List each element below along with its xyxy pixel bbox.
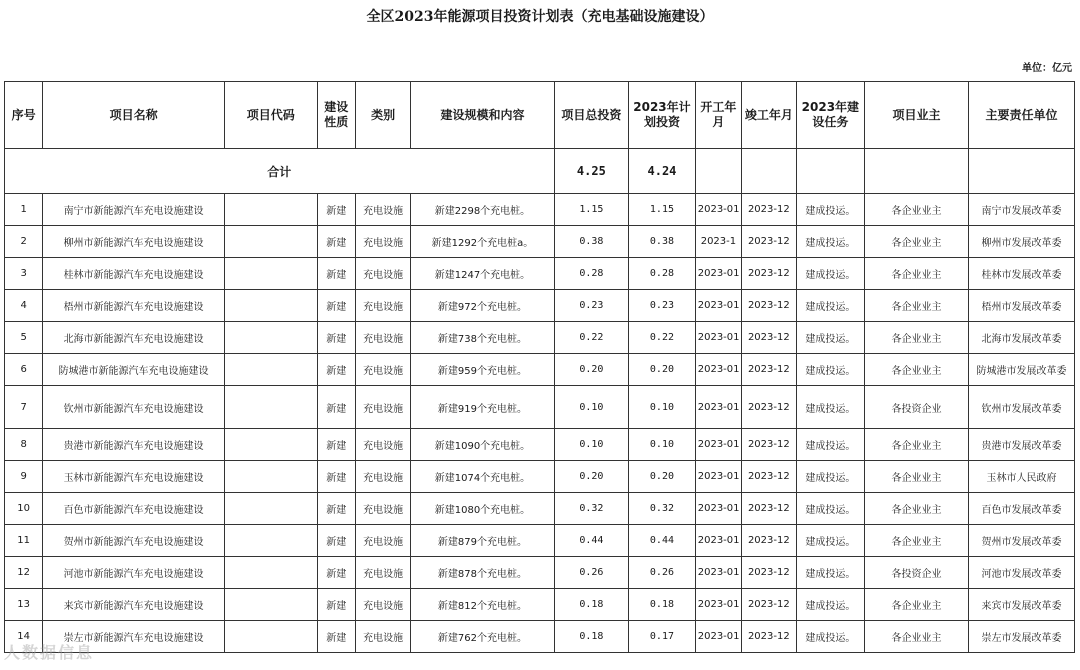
row-number: 9 [5,461,43,493]
construction-nature: 新建 [317,493,355,525]
project-code [224,557,317,589]
total-investment: 0.32 [554,493,629,525]
total-investment: 0.38 [554,226,629,258]
investment-plan-table [4,81,1075,653]
construction-scope: 新建1074个充电桩。 [411,461,554,493]
start-month: 2023-01 [695,621,741,653]
header-cell: 2023年计划投资 [629,82,696,149]
document-title: 全区2023年能源项目投资计划表（充电基础设施建设） [366,9,714,25]
construction-scope: 新建762个充电桩。 [411,621,554,653]
completion-month: 2023-12 [742,322,796,354]
category: 充电设施 [355,322,410,354]
project-owner: 各企业业主 [865,194,969,226]
plan-investment-2023: 0.10 [629,386,696,429]
task-2023: 建成投运。 [796,322,865,354]
project-owner: 各投资企业 [865,557,969,589]
construction-nature: 新建 [317,525,355,557]
construction-nature: 新建 [317,589,355,621]
table-row [5,461,1075,493]
construction-scope: 新建2298个充电桩。 [411,194,554,226]
start-month: 2023-01 [695,557,741,589]
task-2023: 建成投运。 [796,493,865,525]
completion-month: 2023-12 [742,290,796,322]
category: 充电设施 [355,354,410,386]
table-row [5,525,1075,557]
row-number: 13 [5,589,43,621]
empty-cell [742,149,796,194]
construction-scope: 新建738个充电桩。 [411,322,554,354]
construction-scope: 新建919个充电桩。 [411,386,554,429]
responsible-unit: 百色市发展改革委 [968,493,1074,525]
task-2023: 建成投运。 [796,290,865,322]
table-row [5,589,1075,621]
task-2023: 建成投运。 [796,258,865,290]
total-plan-2023: 4.24 [629,149,696,194]
construction-scope: 新建879个充电桩。 [411,525,554,557]
completion-month: 2023-12 [742,461,796,493]
row-number: 8 [5,429,43,461]
category: 充电设施 [355,258,410,290]
project-owner: 各企业业主 [865,258,969,290]
project-code [224,322,317,354]
row-number: 10 [5,493,43,525]
construction-nature: 新建 [317,258,355,290]
project-code [224,493,317,525]
construction-scope: 新建1090个充电桩。 [411,429,554,461]
project-owner: 各企业业主 [865,354,969,386]
start-month: 2023-01 [695,290,741,322]
project-code [224,461,317,493]
total-investment: 0.28 [554,258,629,290]
project-code [224,386,317,429]
header-cell: 主要责任单位 [968,82,1074,149]
total-investment: 0.20 [554,461,629,493]
row-number: 5 [5,322,43,354]
project-code [224,290,317,322]
construction-scope: 新建1292个充电桩a。 [411,226,554,258]
header-cell: 竣工年月 [742,82,796,149]
start-month: 2023-01 [695,354,741,386]
responsible-unit: 桂林市发展改革委 [968,258,1074,290]
project-code [224,258,317,290]
header-cell: 项目名称 [43,82,225,149]
total-investment: 0.10 [554,386,629,429]
plan-investment-2023: 0.22 [629,322,696,354]
project-name: 河池市新能源汽车充电设施建设 [43,557,225,589]
start-month: 2023-1 [695,226,741,258]
project-code [224,525,317,557]
table-row [5,354,1075,386]
total-investment: 0.23 [554,290,629,322]
project-name: 百色市新能源汽车充电设施建设 [43,493,225,525]
row-number: 1 [5,194,43,226]
row-number: 4 [5,290,43,322]
construction-nature: 新建 [317,621,355,653]
category: 充电设施 [355,557,410,589]
construction-scope: 新建878个充电桩。 [411,557,554,589]
construction-scope: 新建812个充电桩。 [411,589,554,621]
total-investment: 0.26 [554,557,629,589]
completion-month: 2023-12 [742,493,796,525]
construction-nature: 新建 [317,290,355,322]
plan-investment-2023: 0.38 [629,226,696,258]
row-number: 7 [5,386,43,429]
project-name: 桂林市新能源汽车充电设施建设 [43,258,225,290]
total-label: 合计 [5,149,555,194]
responsible-unit: 柳州市发展改革委 [968,226,1074,258]
category: 充电设施 [355,226,410,258]
row-number: 11 [5,525,43,557]
total-investment: 0.44 [554,525,629,557]
responsible-unit: 崇左市发展改革委 [968,621,1074,653]
project-name: 贵港市新能源汽车充电设施建设 [43,429,225,461]
watermark: 人数据信息 [4,643,95,662]
construction-nature: 新建 [317,226,355,258]
project-owner: 各企业业主 [865,589,969,621]
responsible-unit: 北海市发展改革委 [968,322,1074,354]
project-code [224,589,317,621]
empty-cell [796,149,865,194]
table-row [5,226,1075,258]
project-owner: 各投资企业 [865,386,969,429]
start-month: 2023-01 [695,386,741,429]
start-month: 2023-01 [695,322,741,354]
project-name: 贺州市新能源汽车充电设施建设 [43,525,225,557]
task-2023: 建成投运。 [796,621,865,653]
row-number: 2 [5,226,43,258]
header-cell: 2023年建设任务 [796,82,865,149]
completion-month: 2023-12 [742,525,796,557]
construction-nature: 新建 [317,194,355,226]
table-row [5,557,1075,589]
header-cell: 项目业主 [865,82,969,149]
start-month: 2023-01 [695,194,741,226]
task-2023: 建成投运。 [796,429,865,461]
task-2023: 建成投运。 [796,354,865,386]
project-name: 柳州市新能源汽车充电设施建设 [43,226,225,258]
category: 充电设施 [355,461,410,493]
project-name: 防城港市新能源汽车充电设施建设 [43,354,225,386]
plan-investment-2023: 0.44 [629,525,696,557]
row-number: 14 [5,621,43,653]
table-row [5,290,1075,322]
table-row [5,258,1075,290]
task-2023: 建成投运。 [796,194,865,226]
category: 充电设施 [355,429,410,461]
category: 充电设施 [355,493,410,525]
project-code [224,194,317,226]
plan-investment-2023: 0.18 [629,589,696,621]
header-cell: 序号 [5,82,43,149]
completion-month: 2023-12 [742,258,796,290]
plan-investment-2023: 0.28 [629,258,696,290]
row-number: 6 [5,354,43,386]
project-name: 北海市新能源汽车充电设施建设 [43,322,225,354]
project-code [224,621,317,653]
project-code [224,429,317,461]
completion-month: 2023-12 [742,354,796,386]
project-name: 玉林市新能源汽车充电设施建设 [43,461,225,493]
project-name: 崇左市新能源汽车充电设施建设 [43,621,225,653]
category: 充电设施 [355,621,410,653]
project-owner: 各企业业主 [865,290,969,322]
project-owner: 各企业业主 [865,621,969,653]
completion-month: 2023-12 [742,386,796,429]
table-row [5,429,1075,461]
plan-investment-2023: 0.17 [629,621,696,653]
project-name: 梧州市新能源汽车充电设施建设 [43,290,225,322]
construction-scope: 新建1247个充电桩。 [411,258,554,290]
responsible-unit: 贺州市发展改革委 [968,525,1074,557]
empty-cell [695,149,741,194]
total-investment: 0.20 [554,354,629,386]
responsible-unit: 梧州市发展改革委 [968,290,1074,322]
row-number: 3 [5,258,43,290]
header-cell: 项目总投资 [554,82,629,149]
header-cell: 项目代码 [224,82,317,149]
category: 充电设施 [355,525,410,557]
plan-investment-2023: 0.23 [629,290,696,322]
task-2023: 建成投运。 [796,461,865,493]
empty-cell [865,149,969,194]
total-investment: 1.15 [554,194,629,226]
table-row [5,621,1075,653]
task-2023: 建成投运。 [796,386,865,429]
header-cell: 建设规模和内容 [411,82,554,149]
total-investment: 4.25 [554,149,629,194]
plan-investment-2023: 0.20 [629,461,696,493]
category: 充电设施 [355,290,410,322]
project-owner: 各企业业主 [865,493,969,525]
total-row [5,149,1075,194]
header-cell: 开工年月 [695,82,741,149]
project-code [224,354,317,386]
task-2023: 建成投运。 [796,557,865,589]
construction-scope: 新建972个充电桩。 [411,290,554,322]
start-month: 2023-01 [695,525,741,557]
start-month: 2023-01 [695,258,741,290]
responsible-unit: 来宾市发展改革委 [968,589,1074,621]
responsible-unit: 贵港市发展改革委 [968,429,1074,461]
project-owner: 各企业业主 [865,429,969,461]
table-row [5,493,1075,525]
empty-cell [968,149,1074,194]
start-month: 2023-01 [695,589,741,621]
header-cell: 类别 [355,82,410,149]
start-month: 2023-01 [695,461,741,493]
table-row [5,322,1075,354]
responsible-unit: 钦州市发展改革委 [968,386,1074,429]
project-name: 南宁市新能源汽车充电设施建设 [43,194,225,226]
project-owner: 各企业业主 [865,461,969,493]
project-owner: 各企业业主 [865,525,969,557]
total-investment: 0.18 [554,589,629,621]
responsible-unit: 河池市发展改革委 [968,557,1074,589]
total-investment: 0.10 [554,429,629,461]
completion-month: 2023-12 [742,194,796,226]
task-2023: 建成投运。 [796,589,865,621]
project-code [224,226,317,258]
category: 充电设施 [355,589,410,621]
plan-investment-2023: 0.32 [629,493,696,525]
project-owner: 各企业业主 [865,322,969,354]
header-cell: 建设性质 [317,82,355,149]
completion-month: 2023-12 [742,621,796,653]
task-2023: 建成投运。 [796,226,865,258]
project-name: 来宾市新能源汽车充电设施建设 [43,589,225,621]
total-investment: 0.22 [554,322,629,354]
responsible-unit: 南宁市发展改革委 [968,194,1074,226]
plan-investment-2023: 1.15 [629,194,696,226]
table-row [5,194,1075,226]
category: 充电设施 [355,386,410,429]
category: 充电设施 [355,194,410,226]
completion-month: 2023-12 [742,429,796,461]
construction-nature: 新建 [317,322,355,354]
plan-investment-2023: 0.10 [629,429,696,461]
construction-nature: 新建 [317,386,355,429]
plan-investment-2023: 0.20 [629,354,696,386]
completion-month: 2023-12 [742,557,796,589]
construction-scope: 新建1080个充电桩。 [411,493,554,525]
completion-month: 2023-12 [742,226,796,258]
completion-month: 2023-12 [742,589,796,621]
construction-nature: 新建 [317,354,355,386]
start-month: 2023-01 [695,493,741,525]
construction-scope: 新建959个充电桩。 [411,354,554,386]
unit-label: 单位：亿元 [1022,63,1072,74]
total-investment: 0.18 [554,621,629,653]
responsible-unit: 玉林市人民政府 [968,461,1074,493]
table-row [5,386,1075,429]
task-2023: 建成投运。 [796,525,865,557]
construction-nature: 新建 [317,429,355,461]
header-row [5,82,1075,149]
construction-nature: 新建 [317,557,355,589]
project-name: 钦州市新能源汽车充电设施建设 [43,386,225,429]
plan-investment-2023: 0.26 [629,557,696,589]
project-owner: 各企业业主 [865,226,969,258]
responsible-unit: 防城港市发展改革委 [968,354,1074,386]
row-number: 12 [5,557,43,589]
start-month: 2023-01 [695,429,741,461]
construction-nature: 新建 [317,461,355,493]
